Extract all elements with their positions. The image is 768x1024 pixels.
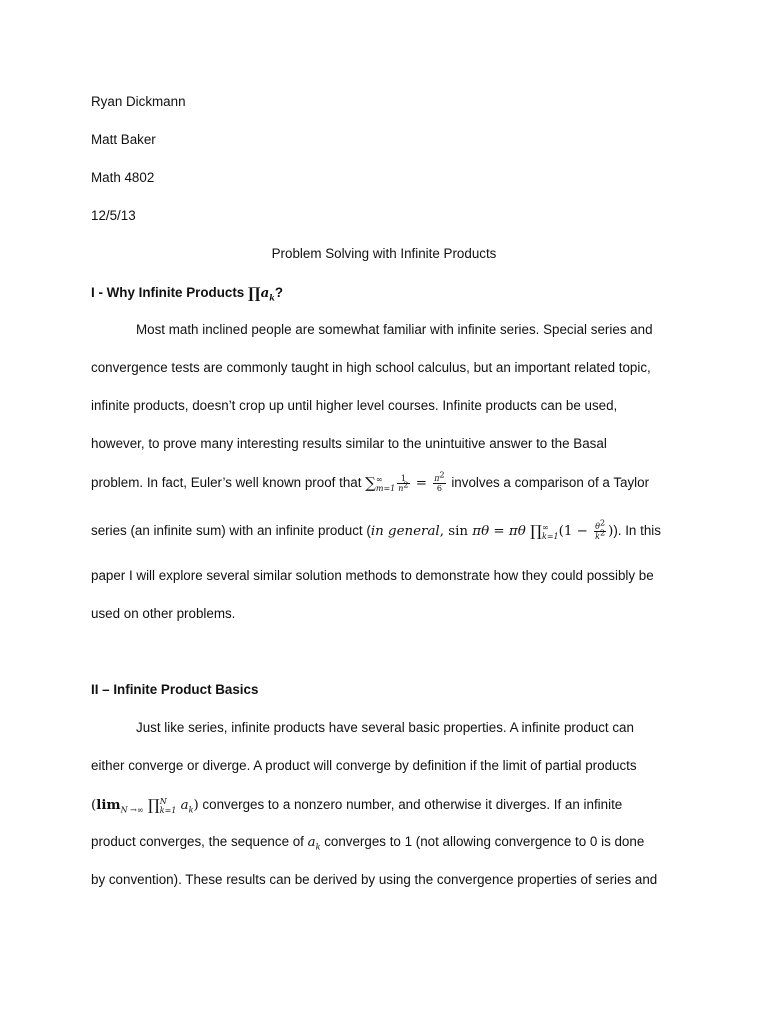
text-fragment: problem. In fact, Euler’s well known proof that [91,475,366,490]
paragraph-line: by convention). These results can be derived by using the convergence properties of series and [91,872,658,887]
basel-equation: ∑ ∞ m=1 $\frac{1}{n^2}$ = $\frac{\pi^2}{6}$ [365,470,445,493]
section-2-heading: II – Infinite Product Basics [91,682,259,697]
paragraph-line: either converge or diverge. A product will converge by definition if the limit of partial products [91,758,637,773]
paragraph-line: paper I will explore several similar solution methods to demonstrate how they could possibly be [91,568,654,583]
text-fragment: product converges, the sequence of [91,834,308,849]
text-fragment: converges to 1 (not allowing convergence to 0 is done [320,834,645,849]
limit-partial-products: ($\lim_{N \to\infty}$ ∏ N k=1 $a_k$) [91,796,199,815]
text-fragment: series (an infinite sum) with an infinite product ( [91,523,371,538]
paragraph-line [91,518,661,541]
section-1-heading-text: I - Why Infinite Products [91,285,248,300]
paragraph-line: however, to prove many interesting results similar to the unintuitive answer to the Basal [91,436,607,451]
paragraph-line [91,796,622,815]
paper-title: Problem Solving with Infinite Products [271,246,497,261]
text-fragment: ). In this [613,523,661,538]
paragraph-line: Most math inclined people are somewhat familiar with infinite series. Special series and [136,322,653,337]
paragraph-line [91,470,650,493]
a-k-symbol: $a_k$ [307,835,321,852]
paragraph-line: used on other problems. [91,606,236,621]
instructor-line: Matt Baker [91,132,156,147]
paragraph-line [91,834,644,850]
paragraph-line: infinite products, doesn’t crop up until higher level courses. Infinite products can be used, [91,398,618,413]
paragraph-line: convergence tests are commonly taught in high school calculus, but an important related topic, [91,360,651,375]
text-fragment: converges to a nonzero number, and otherwise it diverges. If an infinite [198,797,623,812]
author-line: Ryan Dickmann [91,94,186,109]
in-general-text: in general [370,524,440,539]
date-line: 12/5/13 [91,208,136,223]
section-1-heading [91,284,283,302]
course-line: Math 4802 [91,170,155,185]
sine-product-equation: , sin πθ = πθ ∏ ∞ k=1 (1 − $\frac{\theta^2}{k^2}$ ) [439,518,614,541]
section-1-heading-suffix: ? [274,285,284,300]
product-symbol: $\prod a_k$ [247,284,275,303]
text-fragment: involves a comparison of a Taylor [447,475,650,490]
paragraph-line: Just like series, infinite products have several basic properties. A infinite product can [136,720,634,735]
